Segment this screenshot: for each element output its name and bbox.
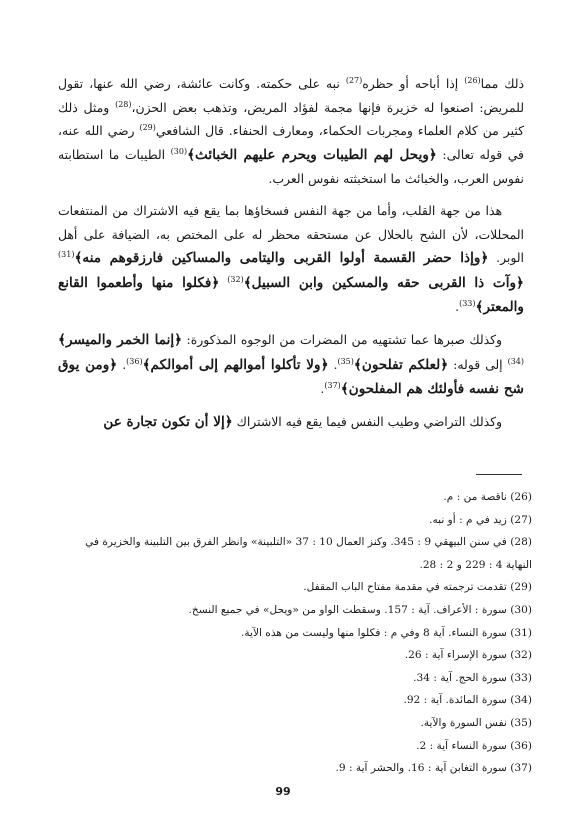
footnote-marker: (26) (464, 75, 481, 85)
quran-verse: ﴿ولا تأكلوا أموالهم إلى أموالكم﴾ (142, 356, 329, 373)
body-paragraph (58, 328, 524, 402)
quran-verse: ﴿لعلكم تفلحون﴾ (353, 356, 449, 373)
footnote-item: (30) سورة : الأعراف. آية : 157. وسقطت الواو من «ويحل» في جميع النسخ. (188, 603, 532, 616)
body-text-run: . (117, 356, 127, 372)
footnote-item: (27) زيد في م : أو نبه. (429, 513, 532, 526)
footnote-marker: (34) (507, 356, 524, 366)
body-text-run: رضي الله عنه، في قوله تعالى: (58, 123, 524, 162)
body-text-run: ومثل ذلك كثير من كلام العلماء ومجربات الحكماء، ومعارف الحنفاء. قال الشافعي (58, 99, 524, 139)
footnote-marker: (36) (126, 356, 143, 366)
footnote-item: (28) في سنن البيهقي 9 : 345. وكنز العمال 10 : 37 «التلبينة» وانظر الفرق بين التلبينة والخزيرة في النهاية 4 : 229 و 2 : 28. (85, 536, 532, 571)
body-text-run: الطيبات ما استطابته نفوس العرب، والخبائث ما استخبثته نفوس العرب. (58, 146, 524, 187)
footnote-marker: (29) (139, 123, 156, 133)
body-text-run: . (455, 299, 460, 315)
quran-verse: ﴿فكلوا منها وأطعموا القانع والمعتر﴾ (58, 274, 524, 316)
quran-verse: ﴿ومن يوق شح نفسه فأولئك هم المفلحون﴾ (58, 356, 524, 398)
footnote-marker: (33) (459, 299, 476, 309)
footnote-item: (32) سورة الإسراء آية : 26. (404, 649, 532, 662)
footnote-marker: (37) (324, 381, 341, 390)
footnote-marker: (35) (337, 356, 354, 366)
footnote-item: (36) سورة النساء آية : 2. (416, 739, 532, 752)
footnote-item: (26) ناقصة من : م. (443, 491, 532, 503)
footnote-marker: (28) (115, 99, 132, 109)
body-text-run: وكذلك التراضي وطيب النفس فيما يقع فيه الاشتراك (232, 413, 502, 429)
body-text-run: . (320, 381, 325, 397)
footnote-item: (34) سورة المائدة. آية : 92. (403, 694, 532, 707)
footnote-separator (476, 474, 522, 475)
footnote-marker: (30) (170, 146, 188, 156)
body-text-run: نبه على حكمته. وكانت عائشة، رضي الله عنها، تقول للمريض: اصنعوا له خزيرة فإنها مجمة لفؤاد المريض، وتذهب بعض الحزن، (58, 76, 525, 115)
footnote-item: (29) تقدمت ترجمته في مقدمة مفتاح الباب المقفل. (303, 581, 532, 594)
quran-verse: ﴿إلا أن تكون تجارة عن (103, 413, 233, 430)
footnote-item: (33) سورة الحج. آية : 34. (413, 671, 532, 684)
main-text (58, 72, 524, 434)
footnote-item: (35) نفس السورة والآية. (420, 716, 532, 729)
body-text-run: إذا أباحه أو حظره (362, 76, 465, 91)
body-text-run: هذا من جهة القلب، وأما من جهة النفس فسخاؤها بما يقع فيه الاشتراك من المنتفعات المحللات، لأن الشح بالحلال عن مستحقه محظر له على المختص به، الضيافة على أهل الوبر. (58, 202, 524, 266)
footnote-marker: (31) (58, 250, 75, 260)
body-paragraph (58, 199, 524, 320)
body-paragraph (58, 410, 524, 435)
quran-verse: ﴿وآت ذا القربى حقه والمسكين وابن السبيل﴾ (243, 274, 524, 291)
footnote-marker: (32) (227, 274, 244, 284)
quran-verse: ﴿وإذا حضر القسمة أولوا القربى واليتامى والمساكين فارزقوهم منه﴾ (74, 250, 489, 267)
footnote-item: (37) سورة التغابن آية : 16. والحشر آية : 9. (335, 762, 532, 775)
body-text-run: ذلك مما (480, 76, 524, 91)
page-number: 99 (275, 785, 291, 798)
body-text-run: . (328, 356, 338, 372)
footnotes-list (58, 486, 532, 780)
footnote-item: (31) سورة النساء. آية 8 وفي م : فكلوا منها وليست من هذه الآية. (240, 626, 532, 639)
quran-verse: ﴿ويحل لهم الطيبات ويحرم عليهم الخبائث﴾ (187, 146, 437, 163)
body-paragraph (58, 72, 524, 191)
footnote-marker: (27) (345, 75, 363, 85)
quran-verse: ﴿إنما الخمر والميسر﴾ (58, 331, 183, 348)
body-text-run: إلى قوله: (448, 356, 508, 372)
body-text-run: وكذلك صبرها عما تشتهيه من المضرات من الوجوه المذكورة: (182, 331, 502, 347)
